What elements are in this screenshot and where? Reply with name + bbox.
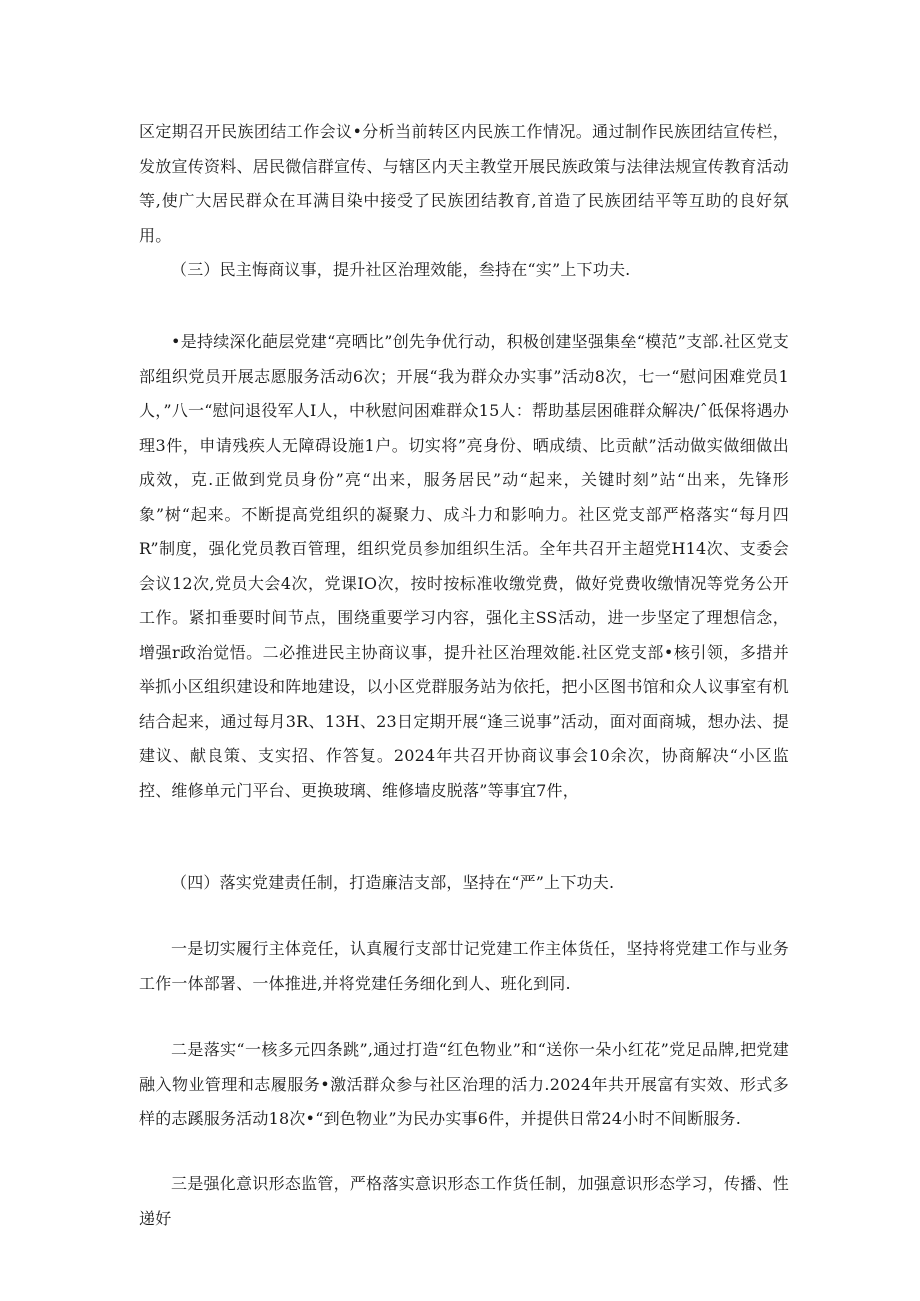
paragraph-ideology: 三是强化意识形态监管，严格落实意识形态工作货任制，加强意识形态学习，传播、性递好 — [139, 1174, 789, 1228]
paragraph-ethnic-unity: 区定期召开民族团结工作会议•分析当前转区内民族工作情况。通过制作民族团结宣传栏，发放宣传资料、居民微信群宣传、与辖区内天主教堂开展民族政策与法律法规宣传教育活动等,使广大居民群众在耳满目染中接受了民族团结教育,首造了民族团结平等互助的良好氛用。 — [139, 122, 789, 245]
section-heading-4: （四）落实党建责任制，打造廉洁支部，坚持在“严”上下功夫. — [171, 873, 615, 892]
paragraph-party-building: •是持续深化葩层党建“亮晒比”创先争优行动，积极创建坚强集垒“模范”支部.社区党支部组织党员开展志愿服务活动6次；开展“我为群众办实事”活动8次，七一“慰问困难党员1人，”八一“慰问退役军人I人，中秋慰问困难群众15人：帮助基层困碓群众解决/ˆ低保将遇办理3件，申请残疾人无障碍设施1户。切实将”亮身份、晒成绩、比贡献”活动做实做细做出成效，克.正做到党员身份”亮“出来，服务居民”动“起来，关键时刻”站“出来，先锋形象”树“起来。不断提高党组织的凝聚力、成斗力和影响力。社区党支部严格落实“每月四R”制度，强化党员教百管理，组织党员参加组织生活。全年共召开主超党H14次、支委会会议12次,党员大会4次，党课IO次，按时按标准收缴党费，做好党费收缴情况等党务公开工作。紧扣垂要时间节点，围绕重要学习内容，强化主SS活动，进一步坚定了理想信念，增强r政治觉悟。二必推进民主协商议事，提升社区治理效能.社区党支部•核引领，多措并举抓小区组织建设和阵地建设，以小区党群服务站为依托，把小区图书馆和众人议事室有机结合起来，通过每月3R、13H、23日定期开展“逢三说事”活动，面对面商城，想办法、提建议、献良策、支实招、作答复。2024年共召开协商议事会10余次，协商解决“小区监控、维修单元门平台、更换玻璃、维修墙皮脱落”等事宜7件， — [139, 332, 789, 800]
paragraph-responsibility: 一是切实履行主体竞任，认真履行支部廿记党建工作主体货任，坚持将党建工作与业务工作一体部署、一体推进,并将党建任务细化到人、班化到同. — [139, 939, 789, 993]
section-heading-3: （三）民主悔商议事，提升社区治理效能，叁持在“实”上下功夫. — [171, 260, 631, 279]
paragraph-red-property: 二是落实“一核多元四条跳”,通过打造“红色物业”和“送你一朵小红花”党足品牌,把党建融入物业管理和志履服务•激活群众参与社区治理的活力.2024年共开展富有实效、形式多样的志蹊服务活动18次•“到色物业”为民办实事6件，并提供日常24小时不间断服务. — [139, 1040, 789, 1128]
